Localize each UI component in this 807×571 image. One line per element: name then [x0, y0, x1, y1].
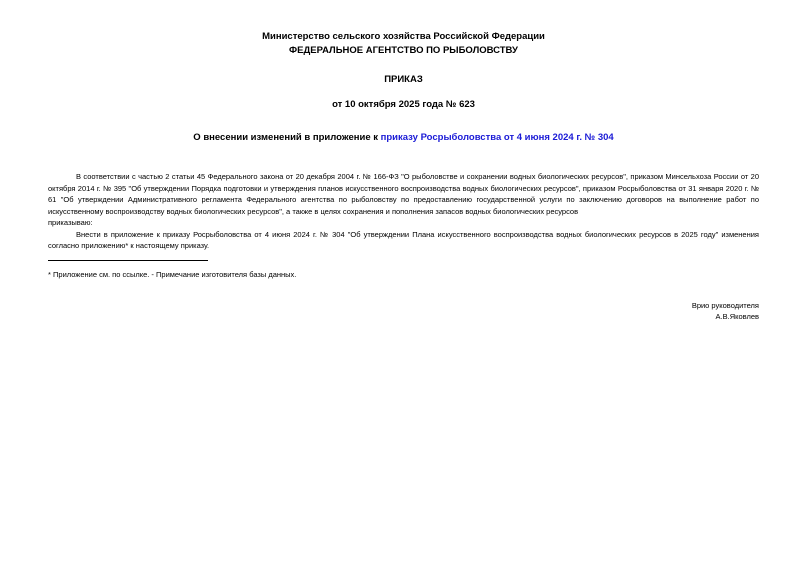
- document-type: ПРИКАЗ: [384, 74, 423, 85]
- title-text: О внесении изменений в приложение к: [193, 132, 381, 143]
- paragraph-order-verb: приказываю:: [48, 218, 93, 227]
- signature-block: [48, 300, 759, 323]
- title-link[interactable]: приказу Росрыболовства от 4 июня 2024 г. № 304: [380, 132, 614, 143]
- page-title: [48, 132, 759, 143]
- footnote-text: * Приложение см. по ссылке. - Примечание изготовителя базы данных.: [48, 269, 297, 279]
- agency-line: ФЕДЕРАЛЬНОЕ АГЕНТСТВО ПО РЫБОЛОВСТВУ: [289, 45, 518, 56]
- ministry-line-1: Министерство сельского хозяйства Российской Федерации: [262, 31, 545, 42]
- paragraph-basis: В соответствии с частью 2 статьи 45 Федерального закона от 20 декабря 2004 г. № 166-ФЗ "О рыболовстве и сохранении водных биологических ресурсов", приказом Минсельхоза России от 20 октября 2014 г. № 395 "Об утверждении Порядка подготовки и утверждения планов искусственного воспроизводства водных биологических ресурсов", приказом Росрыболовства от 31 января 2020 г. № 61 "Об утверждении Административного регламента Федерального агентства по рыболовству по предоставлению государственной услуги по заключению договоров на выполнение работ по искусственному воспроизводству водных биологических ресурсов", а также в целях сохранения и пополнения запасов водных биологических ресурсов: [48, 172, 759, 216]
- signer-role: Врио руководителя: [691, 300, 759, 310]
- document-date-number: от 10 октября 2025 года № 623: [332, 99, 475, 110]
- document-body: [48, 171, 759, 252]
- paragraph-amendment: Внести в приложение к приказу Росрыболовства от 4 июня 2024 г. № 304 "Об утверждении Плана искусственного воспроизводства водных биологических ресурсов в 2025 году" изменения согласно приложению* к настоящему приказу.: [48, 229, 759, 250]
- footnote-divider: [48, 260, 208, 261]
- signer-name: А.В.Яковлев: [715, 312, 759, 321]
